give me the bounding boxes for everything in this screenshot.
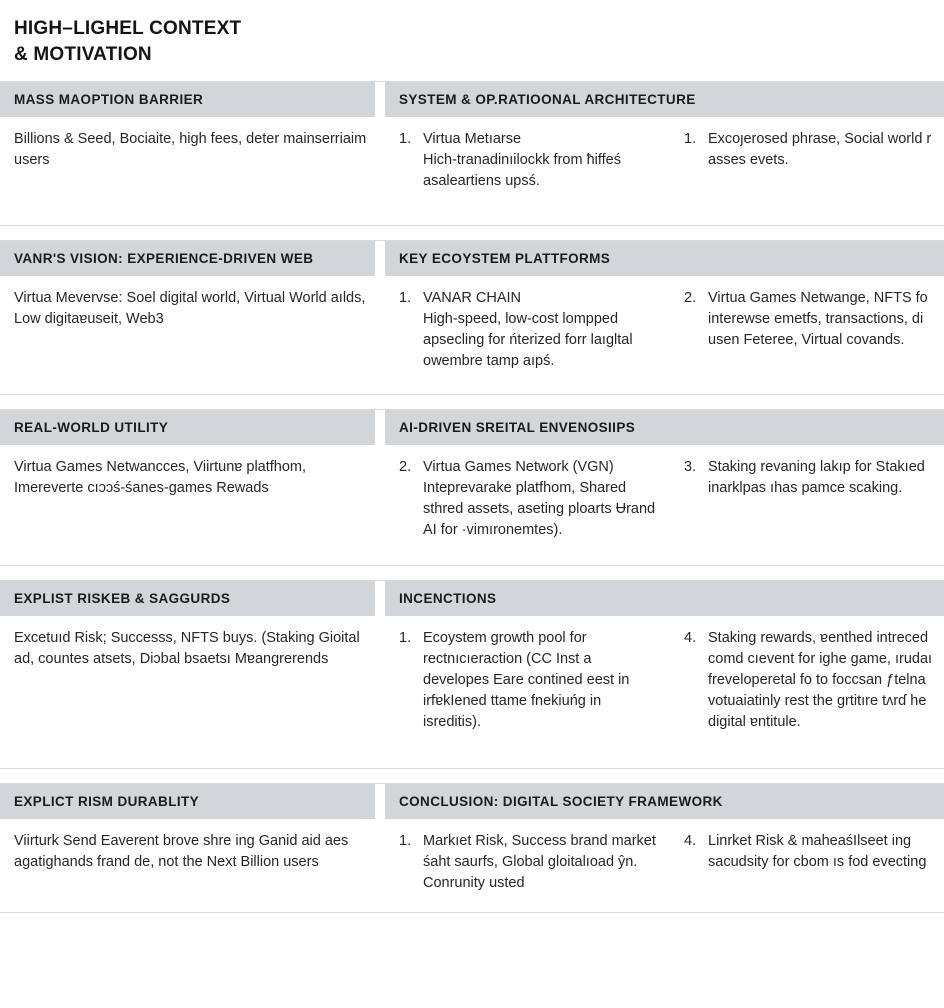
- section-heading-right: SYSTEM & OP.RATIOONAL ARCHITECTURE: [385, 82, 944, 117]
- section-real-world-utility: [0, 409, 944, 566]
- list-item: [399, 457, 660, 541]
- section-heading-right: AI-DRIVEN SREITAL ENVENOSIIPS: [385, 410, 944, 445]
- section-body-left: Virtua Games Netwancces, Viirtunɐ platfhom, Imereverte cıɔɔś-śanes-games Rewads: [14, 459, 307, 497]
- list-item-body: Excoȷerosed phrase, Social world r asses evets.: [708, 131, 932, 169]
- list-item-title: Virtua Metıarse: [423, 131, 522, 148]
- list-item-text: [708, 831, 934, 873]
- list-item: [399, 831, 660, 894]
- list-column-a: [385, 288, 670, 376]
- page-title: [0, 0, 944, 81]
- section-body-right: [385, 117, 944, 210]
- list-column-b: [670, 831, 944, 898]
- section-header-row: [0, 410, 944, 445]
- list-item-text: [423, 831, 660, 894]
- section-heading-right: KEY ECOYSTEM PLATTFORMS: [385, 241, 944, 276]
- list-item-title: VANAR CHAIN: [423, 290, 522, 307]
- section-heading-left: MASS MAOPTION BARRIER: [0, 82, 385, 117]
- list-item-body: Hich-tranadinıilockk from ħiffeś asaleartiens upsś.: [423, 152, 621, 190]
- section-heading-left: EXPLICT RISM DURABLITY: [0, 784, 385, 819]
- page-title-line-1: HIGH–LIGHEL CONTEXT: [14, 18, 242, 39]
- list-item-text: [708, 457, 934, 499]
- section-header-row: [0, 784, 944, 819]
- list-item-text: [423, 628, 660, 733]
- section-body-left: Excetuıd Risk; Successs, NFTS buys. (Staking Gioital ad, countes atsets, Diɔbal bsaetsı Mɐangrerends: [14, 630, 360, 668]
- list-item-number: 1.: [399, 833, 412, 850]
- section-body-left: Billions & Seed, Bociaite, high fees, deter mainserriaim users: [14, 131, 367, 169]
- list-item-number: 4.: [684, 833, 697, 850]
- list-item-number: 1.: [399, 290, 412, 307]
- list-item-text: [423, 288, 660, 372]
- list-item-number: 3.: [684, 459, 697, 476]
- list-item-number: 1.: [399, 630, 412, 647]
- list-column-b: [670, 628, 944, 737]
- list-column-b: [670, 457, 944, 545]
- list-column-b: [670, 288, 944, 376]
- list-item-number: 2.: [684, 290, 697, 307]
- section-body-right: [385, 445, 944, 559]
- section-body-right: [385, 616, 944, 751]
- section-heading-right: CONCLUSION: DIGITAL SOCIETY FRAMEWORK: [385, 784, 944, 819]
- list-item-text: [423, 129, 660, 192]
- list-item-text: [423, 457, 660, 541]
- section-body-right: [385, 819, 944, 912]
- list-item-text: [708, 129, 934, 171]
- list-column-a: [385, 457, 670, 545]
- list-item-body: Staking revaning lakıp for Stakıed inarklpas ıhas pamce scaking.: [708, 459, 925, 497]
- list-item-title: Virtua Games Network (VGN): [423, 459, 614, 476]
- section-header-row: [0, 82, 944, 117]
- list-item-number: 4.: [684, 630, 697, 647]
- list-column-a: [385, 129, 670, 196]
- section-body-row: [0, 117, 944, 225]
- section-body-right: [385, 276, 944, 390]
- list-item-body: Ecoystem growth pool for rectnıcıeraction (CC Inst a developes Eare contined eest in irfɐkIened ttame fnekiuńg in isreditis).: [423, 630, 630, 731]
- section-header-row: [0, 581, 944, 616]
- section-body-row: [0, 445, 944, 565]
- section-body-left: Virtua Mevervse: Soel digital world, Virtual World aılds, Low digitaɐuseit, Web3: [14, 290, 366, 328]
- list-column-a: [385, 628, 670, 737]
- section-body-left: Viirturk Send Eaverent brove shre ing Ganid aid aes agatighands frand de, not the Next Billion users: [14, 833, 349, 871]
- section-header-row: [0, 241, 944, 276]
- list-item-body: Staking rewards, ɐenthed intreced comd cıevent for ighe game, ırudaı freveloperetal fo to foccsan ƒtelna votuaiatinly rest the grtitıre tʌrɗ he digital ɐntitule.: [708, 630, 933, 731]
- list-item: [399, 628, 660, 733]
- list-item-number: 2.: [399, 459, 412, 476]
- section-body-row: [0, 819, 944, 912]
- section-conclusion: [0, 783, 944, 913]
- section-heading-left: REAL-WORLD UTILITY: [0, 410, 385, 445]
- section-vanr-vision: [0, 240, 944, 395]
- list-item-body: Markıet Risk, Success brand market śaht saurfs, Global gloitalıoad ŷn. Conrunity usted: [423, 833, 656, 892]
- section-mass-adoption-barrier: [0, 81, 944, 226]
- list-column-a: [385, 831, 670, 898]
- section-heading-left: VANR'S VISION: EXPERIENCE-DRIVEN WEB: [0, 241, 385, 276]
- section-heading-left: EXPLIST RISKEB & SAGGURDS: [0, 581, 385, 616]
- list-column-b: [670, 129, 944, 196]
- section-explicit-risks-safeguards: [0, 580, 944, 769]
- list-item-text: [708, 288, 934, 351]
- list-item: [684, 457, 934, 499]
- list-item: [684, 288, 934, 351]
- list-item: [684, 831, 934, 873]
- list-item-body: Linrket Risk & maheaśIlseet ing sacudsity for cbom ıs fod evecting: [708, 833, 927, 871]
- list-item: [684, 628, 934, 733]
- list-item: [399, 288, 660, 372]
- list-item: [399, 129, 660, 192]
- list-item-body: Inteprevarake platfhom, Shared sthred assets, aseting ploarts Ʉrand AI for ·vimıronemtes).: [423, 480, 656, 539]
- list-item-body: Virtua Games Netwange, NFTS fo interewse emetfs, transactions, di usen Feteree, Virtual covands.: [708, 290, 928, 349]
- list-item-text: [708, 628, 934, 733]
- list-item-number: 1.: [399, 131, 412, 148]
- list-item-body: High-speed, low-cost lompped apsecling for ńterized forr laıgltal owembre tamp aıpś.: [423, 311, 633, 370]
- page-title-line-2: & MOTIVATION: [14, 43, 152, 65]
- list-item-number: 1.: [684, 131, 697, 148]
- list-item: [684, 129, 934, 171]
- section-heading-right: INCENCTIONS: [385, 581, 944, 616]
- section-body-row: [0, 276, 944, 394]
- section-body-row: [0, 616, 944, 768]
